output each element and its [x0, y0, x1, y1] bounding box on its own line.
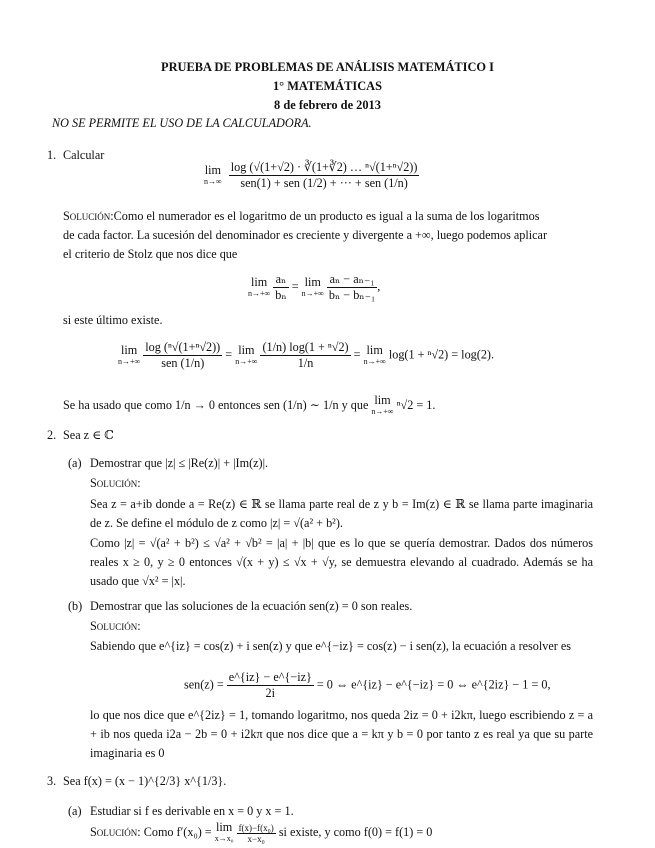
- problem-3a-statement: Estudiar si f es derivable en x = 0 y x = 1.: [90, 804, 294, 818]
- problem-1-prompt: Calcular: [63, 148, 105, 162]
- solution-2b-label: Solución:: [90, 619, 141, 633]
- exam-date: 8 de febrero de 2013: [274, 98, 381, 112]
- problem-2a-label: (a): [68, 456, 82, 470]
- problem-2b-label: (b): [68, 599, 83, 613]
- exam-title: PRUEBA DE PROBLEMAS DE ANÁLISIS MATEMÁTICO I: [161, 60, 494, 74]
- solution-1-line-1: Solución:Como el numerador es el logaritmo de un producto es igual a la suma de los logaritmos: [63, 209, 540, 223]
- solution-2b-line-1: Sabiendo que e^{iz} = cos(z) + i sen(z) y que e^{−iz} = cos(z) − i sen(z), la ecuación a resolver es: [90, 639, 572, 653]
- problem-3a-label: (a): [68, 804, 82, 818]
- problem-3-prompt: Sea f(x) = (x − 1)^{2/3} x^{1/3}.: [63, 774, 227, 788]
- fraction-denominator: sen(1) + sen (1/2) + ··· + sen (1/n): [240, 176, 408, 190]
- problem-2-number: 2.: [47, 428, 57, 442]
- stolz-condition: si este último existe.: [63, 313, 163, 327]
- limit-operator: lim n→∞: [204, 162, 222, 186]
- solution-2a-paragraph-1: Sea z = a+ib donde a = Re(z) ∈ ℝ se llama parte real de z y b = Im(z) ∈ ℝ se llama parte imaginaria de z. Se define el módulo de z como |z| = √(a² + b²).: [90, 497, 593, 530]
- solution-2a-label: Solución:: [90, 476, 141, 490]
- problem-2-prompt: Sea z ∈ ℂ: [63, 428, 114, 442]
- solution-1-line-3: el criterio de Stolz que nos dice que: [63, 247, 238, 261]
- problem-1-limit: [204, 160, 419, 191]
- fraction-numerator: log (√(1+√2) · ∛(1+∛2) … ⁿ√(1+ⁿ√2)): [230, 160, 418, 174]
- problem-2b-statement: Demostrar que las soluciones de la ecuación sen(z) = 0 son reales.: [90, 599, 413, 613]
- solution-3a-line: Solución: Como f′(x₀) = lim x→x₀ $\frac{\text{f(x)−f(x₀)}}{\text{x−x₀}}$ si existe, y como f(0) = f(1) = 0: [90, 820, 433, 844]
- problem-1-fraction: [229, 160, 420, 191]
- problem-2a-statement: Demostrar que |z| ≤ |Re(z)| + |Im(z)|.: [90, 456, 269, 470]
- problem-1-calculation: lim n→+∞ $\frac{\text{log (ⁿ√(1+ⁿ√2))}}{\text{sen (1/n)}}$ = lim n→+∞ $\frac{\text{(1/n) log(1 + ⁿ√2)}}{1/n}$ = lim n→+∞ log(1 + ⁿ√2) = log(2).: [118, 340, 495, 370]
- problem-2b-equation: sen(z) = $\frac{e\^{}\{iz\} - e\^{}\{-iz\}}{2i}$ = 0 ⇔ e^{iz} − e^{−iz} = 0 ⇔ e^{2iz} − 1 = 0,: [184, 670, 551, 700]
- solution-2a-paragraph-2: Como |z| = √(a² + b²) ≤ √a² + √b² = |a| + |b| que es lo que se quería demostrar. Dados dos números reales x ≥ 0, y ≥ 0 entonces √(x + y) ≤ √x + √y, se demuestra elevando al cuadrado. Además se ha usado que √x² = |x|.: [90, 536, 593, 588]
- solution-1-line-2: de cada factor. La sucesión del denominador es creciente y divergente a +∞, luego podemos aplicar: [63, 228, 548, 242]
- problem-3-number: 3.: [47, 774, 57, 788]
- stolz-criterion: lim n→+∞ $\frac{\text{aₙ}}{\text{bₙ}}$ = lim n→+∞ $\frac{\text{aₙ − aₙ₋₁}}{\text{bₙ − bₙ₋₁}}$ ,: [248, 272, 381, 302]
- calculator-notice: NO SE PERMITE EL USO DE LA CALCULADORA.: [52, 116, 312, 130]
- course-label: 1° MATEMÁTICAS: [272, 79, 383, 93]
- solution-2b-paragraph-2: lo que nos dice que e^{2iz} = 1, tomando logaritmo, nos queda 2iz = 0 + i2kπ, luego escribiendo z = a + ib nos queda i2a − 2b = 0 + i2kπ que nos dice que a = kπ y b = 0 por tanto z es real ya que su parte imaginaria es 0: [90, 708, 593, 760]
- problem-1-number: 1.: [47, 148, 57, 162]
- solution-1-note: Se ha usado que como 1/n → 0 entonces sen (1/n) ∼ 1/n y que lim n→+∞ ⁿ√2 = 1.: [63, 393, 436, 416]
